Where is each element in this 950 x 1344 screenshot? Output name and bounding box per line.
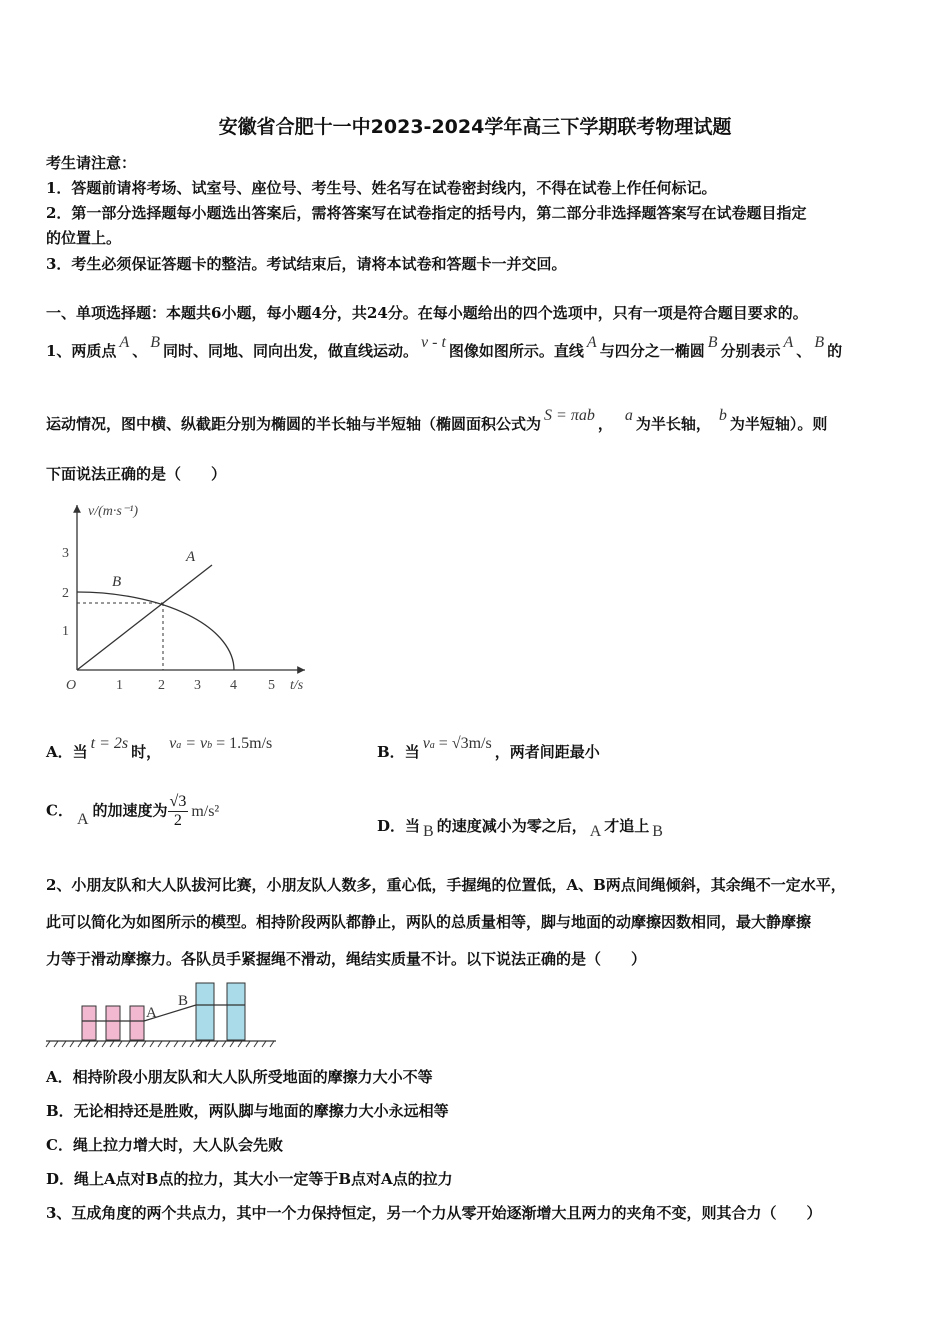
x-axis-label: t/s <box>290 678 304 693</box>
option-text: 的加速度为 <box>92 801 168 820</box>
q2-option-C[interactable]: C．绳上拉力增大时，大人队会先败 <box>46 1136 283 1154</box>
y-tick-label: 2 <box>62 586 69 601</box>
option-text: 才追上 <box>604 817 650 835</box>
q1-text: 的 <box>827 342 843 360</box>
point-A-label: A <box>146 1005 157 1021</box>
symbol-a: a <box>624 407 633 424</box>
symbol-A: A <box>783 334 794 351</box>
q1-option-A[interactable] <box>46 735 275 762</box>
fraction <box>168 793 189 830</box>
symbol-A: A <box>586 334 597 351</box>
q1-text: 为半短轴）。则 <box>729 415 828 433</box>
q1-option-D[interactable] <box>377 815 666 840</box>
adult-figure <box>196 983 214 1040</box>
q1-text: 运动情况，图中横、纵截距分别为椭圆的半长轴与半短轴（椭圆面积公式为 <box>46 415 542 433</box>
line-A <box>77 565 212 670</box>
notice-item: 的位置上。 <box>46 229 122 247</box>
fraction-numerator: √3 <box>169 793 187 810</box>
tug-of-war-figure <box>44 975 284 1055</box>
symbol-vt: v - t <box>421 334 446 351</box>
symbol-b: b <box>718 407 727 424</box>
ellipse-formula: S = πab <box>544 407 595 424</box>
math-v: = v <box>181 735 208 752</box>
q1-option-C[interactable] <box>46 793 219 830</box>
q2-option-D[interactable]: D．绳上A点对B点的拉力，其大小一定等于B点对A点的拉力 <box>46 1170 453 1188</box>
option-text: 的速度减小为零之后， <box>436 817 587 835</box>
x-tick-label: 3 <box>194 678 201 693</box>
math-v: v <box>422 735 430 752</box>
notice-heading: 考生请注意： <box>46 154 137 172</box>
q1-stem-line3: 下面说法正确的是（ ） <box>46 465 227 483</box>
symbol-B: B <box>652 823 663 840</box>
option-text: C． <box>46 801 73 820</box>
label-B: B <box>112 574 122 590</box>
q2-stem-line: 力等于滑动摩擦力。各队员手紧握绳不滑动，绳结实质量不计。以下说法正确的是（ ） <box>46 950 647 968</box>
q1-option-B[interactable] <box>377 735 600 762</box>
y-axis-label: v/(m·s⁻¹) <box>88 504 139 519</box>
math-value: = √3m/s <box>434 735 492 752</box>
option-text: 时， <box>131 743 162 761</box>
math-sub: a <box>429 740 435 751</box>
q2-stem-line: 2、小朋友队和大人队拔河比赛，小朋友队人数多，重心低，手握绳的位置低，A、B两点间绳倾斜，其余绳不一定水平， <box>46 876 846 894</box>
section-heading: 一、单项选择题：本题共6小题，每小题4分，共24分。在每小题给出的四个选项中，只有一项是符合题目要求的。 <box>46 304 808 322</box>
label-A: A <box>186 549 196 565</box>
notice-item: 1．答题前请将考场、试室号、座位号、考生号、姓名写在试卷密封线内，不得在试卷上作任何标记。 <box>46 179 717 197</box>
symbol-A: A <box>119 334 130 351</box>
option-math <box>169 735 272 752</box>
q1-text: 、 <box>796 342 812 360</box>
q3-stem: 3、互成角度的两个共点力，其中一个力保持恒定，另一个力从零开始逐渐增大且两力的夹角不变，则其合力（ ） <box>46 1204 822 1222</box>
child-figure <box>106 1006 120 1040</box>
q2-option-A[interactable]: A．相持阶段小朋友队和大人队所受地面的摩擦力大小不等 <box>46 1068 433 1086</box>
math-sub: b <box>207 740 213 751</box>
y-tick-label: 3 <box>62 546 69 561</box>
q1-text: ， <box>597 415 613 433</box>
child-figure <box>82 1006 96 1040</box>
symbol-B: B <box>423 823 434 840</box>
math-sub: a <box>176 740 182 751</box>
q1-text: 1、两质点 <box>46 342 117 360</box>
fraction-denominator: 2 <box>173 812 182 829</box>
q1-text: 同时、同地、同向出发，做直线运动。 <box>163 342 419 360</box>
q1-text: 分别表示 <box>720 342 781 360</box>
vt-graph <box>50 495 320 695</box>
option-text: ，两者间距最小 <box>494 743 600 761</box>
option-text: A．当 <box>46 743 88 761</box>
curve-B <box>77 592 234 670</box>
y-tick-label: 1 <box>62 624 69 639</box>
q1-stem-line2 <box>46 407 828 434</box>
origin-label: O <box>66 678 77 693</box>
x-tick-label: 5 <box>268 678 275 693</box>
ground-hatching <box>46 1041 274 1047</box>
child-figure <box>130 1006 144 1040</box>
option-math <box>423 735 492 752</box>
symbol-B: B <box>150 334 161 351</box>
q1-text: 为半长轴， <box>635 415 711 433</box>
page-title: 安徽省合肥十一中2023-2024学年高三下学期联考物理试题 <box>218 116 732 138</box>
symbol-B: B <box>814 334 825 351</box>
point-B-label: B <box>178 993 189 1009</box>
x-tick-label: 1 <box>116 678 123 693</box>
option-text: B．当 <box>377 743 420 761</box>
q2-stem-line: 此可以简化为如图所示的模型。相持阶段两队都静止，两队的总质量相等，脚与地面的动摩擦因数相同，最大静摩擦 <box>46 913 812 931</box>
q2-option-B[interactable]: B．无论相持还是胜败，两队脚与地面的摩擦力大小永远相等 <box>46 1102 449 1120</box>
symbol-A: A <box>76 810 89 828</box>
unit: m/s² <box>191 802 220 820</box>
x-tick-label: 4 <box>230 678 237 693</box>
notice-item: 2．第一部分选择题每小题选出答案后，需将答案写在试卷指定的括号内，第二部分非选择题答案写在试卷题目指定 <box>46 204 807 222</box>
symbol-B: B <box>707 334 718 351</box>
q1-text: 与四分之一椭圆 <box>599 342 705 360</box>
q1-stem-line1 <box>46 334 843 361</box>
adult-figure <box>227 983 245 1040</box>
option-text: D．当 <box>377 817 421 835</box>
x-tick-label: 2 <box>158 678 165 693</box>
math-v: v <box>169 735 177 752</box>
option-math: t = 2s <box>90 735 129 752</box>
symbol-A: A <box>589 823 602 840</box>
q1-text: 、 <box>132 342 148 360</box>
q1-text: 图像如图所示。直线 <box>448 342 584 360</box>
notice-item: 3．考生必须保证答题卡的整洁。考试结束后，请将本试卷和答题卡一并交回。 <box>46 255 567 273</box>
math-value: = 1.5m/s <box>212 735 273 752</box>
